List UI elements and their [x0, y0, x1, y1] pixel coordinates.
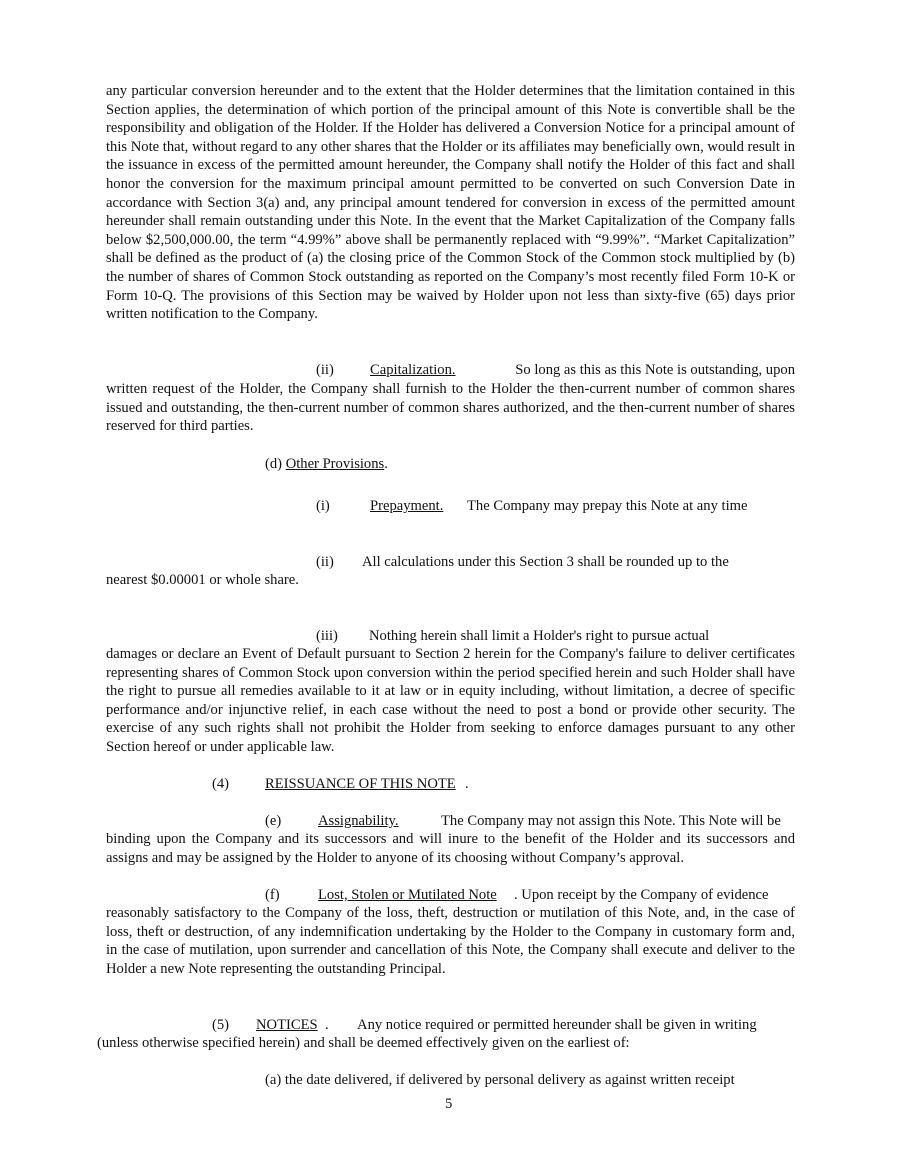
lost-note-label: (f) [265, 887, 280, 903]
other-provisions-label: (d) [265, 456, 283, 472]
reissuance-period: . [465, 776, 469, 792]
damages-body: damages or declare an Event of Default pursuant to Section 2 herein for the Company's failure to deliver certificates representing shares of Common Stock upon conversion within the period specified herein and such Holder shall have the right to pursue all remedies available to it at law or in equity including, without limitation, a decree of specific performance and/or injunctive relief, in each case without the need to post a bond or provide other security. The exercise of any such rights shall not prohibit the Holder from seeking to enforce damages pursuant to any other Section hereof or under applicable law. [106, 646, 795, 755]
notices-heading: NOTICES [256, 1017, 318, 1033]
lost-note-heading: Lost, Stolen or Mutilated Note [318, 887, 497, 903]
assignability-body: binding upon the Company and its successors and will inure to the benefit of the Holder and its successors and assigns and may be assigned by the Holder to anyone of its choosing without Company’s approval. [106, 831, 795, 866]
notices-first-line [212, 1016, 757, 1035]
assignability-first-line [265, 812, 781, 831]
calculations-first-text: All calculations under this Section 3 shall be rounded up to the [362, 554, 729, 570]
capitalization-heading: Capitalization. [370, 362, 456, 378]
other-provisions-period: . [384, 456, 388, 472]
prepayment-line [316, 497, 748, 516]
capitalization-first-text: So long as this as this Note is outstanding, upon [515, 362, 795, 378]
damages-first-line [316, 627, 710, 646]
capitalization-first-line [106, 361, 795, 380]
notices-rest: (unless otherwise specified herein) and shall be deemed effectively given on the earliest of: [97, 1035, 630, 1051]
page-number: 5 [445, 1096, 453, 1112]
prepayment-heading: Prepayment. [370, 498, 444, 514]
reissuance-number: (4) [212, 776, 230, 792]
assignability-label: (e) [265, 813, 282, 829]
lost-note-body: reasonably satisfactory to the Company of the loss, theft, destruction or mutilation of this Note, and, in the case of loss, theft or destruction, of any indemnification undertaking by the Holder to the Company in customary form and, in the case of mutilation, upon surrender and cancellation of this Note, the Company shall execute and deliver to the Holder a new Note representing the outstanding Principal. [106, 905, 795, 977]
calculations-first-line [316, 553, 729, 572]
notices-number: (5) [212, 1017, 230, 1033]
capitalization-body: written request of the Holder, the Company shall furnish to the Holder the then-current number of common shares issued and outstanding, the then-current number of common shares authorized, and the then-current number of shares reserved for third parties. [106, 381, 795, 435]
notices-first-text: . Any notice required or permitted hereunder shall be given in writing [325, 1017, 757, 1033]
notice-item-a: (a) the date delivered, if delivered by personal delivery as against written receipt [265, 1072, 735, 1088]
capitalization-number: (ii) [316, 362, 334, 378]
reissuance-heading-line [212, 775, 469, 794]
calculations-rest: nearest $0.00001 or whole share. [106, 572, 299, 588]
lost-note-first-line [265, 886, 769, 905]
assignability-heading: Assignability. [318, 813, 399, 829]
prepayment-text: The Company may prepay this Note at any time [467, 498, 748, 514]
damages-number: (iii) [316, 628, 338, 644]
reissuance-heading: REISSUANCE OF THIS NOTE [265, 776, 456, 792]
damages-first-text: Nothing herein shall limit a Holder's right to pursue actual [369, 628, 710, 644]
other-provisions-heading-line [265, 455, 388, 474]
conversion-limitation-paragraph: any particular conversion hereunder and to the extent that the Holder determines that the limitation contained in this Section applies, the determination of which portion of the principal amount of this Note is convertible shall be the responsibility and obligation of the Holder. If the Holder has delivered a Conversion Notice for a principal amount of this Note that, without regard to any other shares that the Holder or its affiliates may beneficially own, would result in the issuance in excess of the permitted amount hereunder, the Company shall notify the Holder of this fact and shall honor the conversion for the maximum principal amount permitted to be converted on such Conversion Date in accordance with Section 3(a) and, any principal amount tendered for conversion in excess of the permitted amount hereunder shall remain outstanding under this Note. In the event that the Market Capitalization of the Company falls below $2,500,000.00, the term “4.99%” above shall be permanently replaced with “9.99%”. “Market Capitalization” shall be defined as the product of (a) the closing price of the Common Stock of the Common stock multiplied by (b) the number of shares of Common Stock outstanding as reported on the Company’s most recently filed Form 10-K or Form 10-Q. The provisions of this Section may be waived by Holder upon not less than sixty-five (65) days prior written notification to the Company. [106, 83, 795, 323]
lost-note-first-text: . Upon receipt by the Company of evidence [514, 887, 769, 903]
calculations-number: (ii) [316, 554, 334, 570]
other-provisions-heading: Other Provisions [285, 456, 385, 472]
prepayment-number: (i) [316, 498, 330, 514]
assignability-first-text: The Company may not assign this Note. This Note will be [441, 813, 781, 829]
